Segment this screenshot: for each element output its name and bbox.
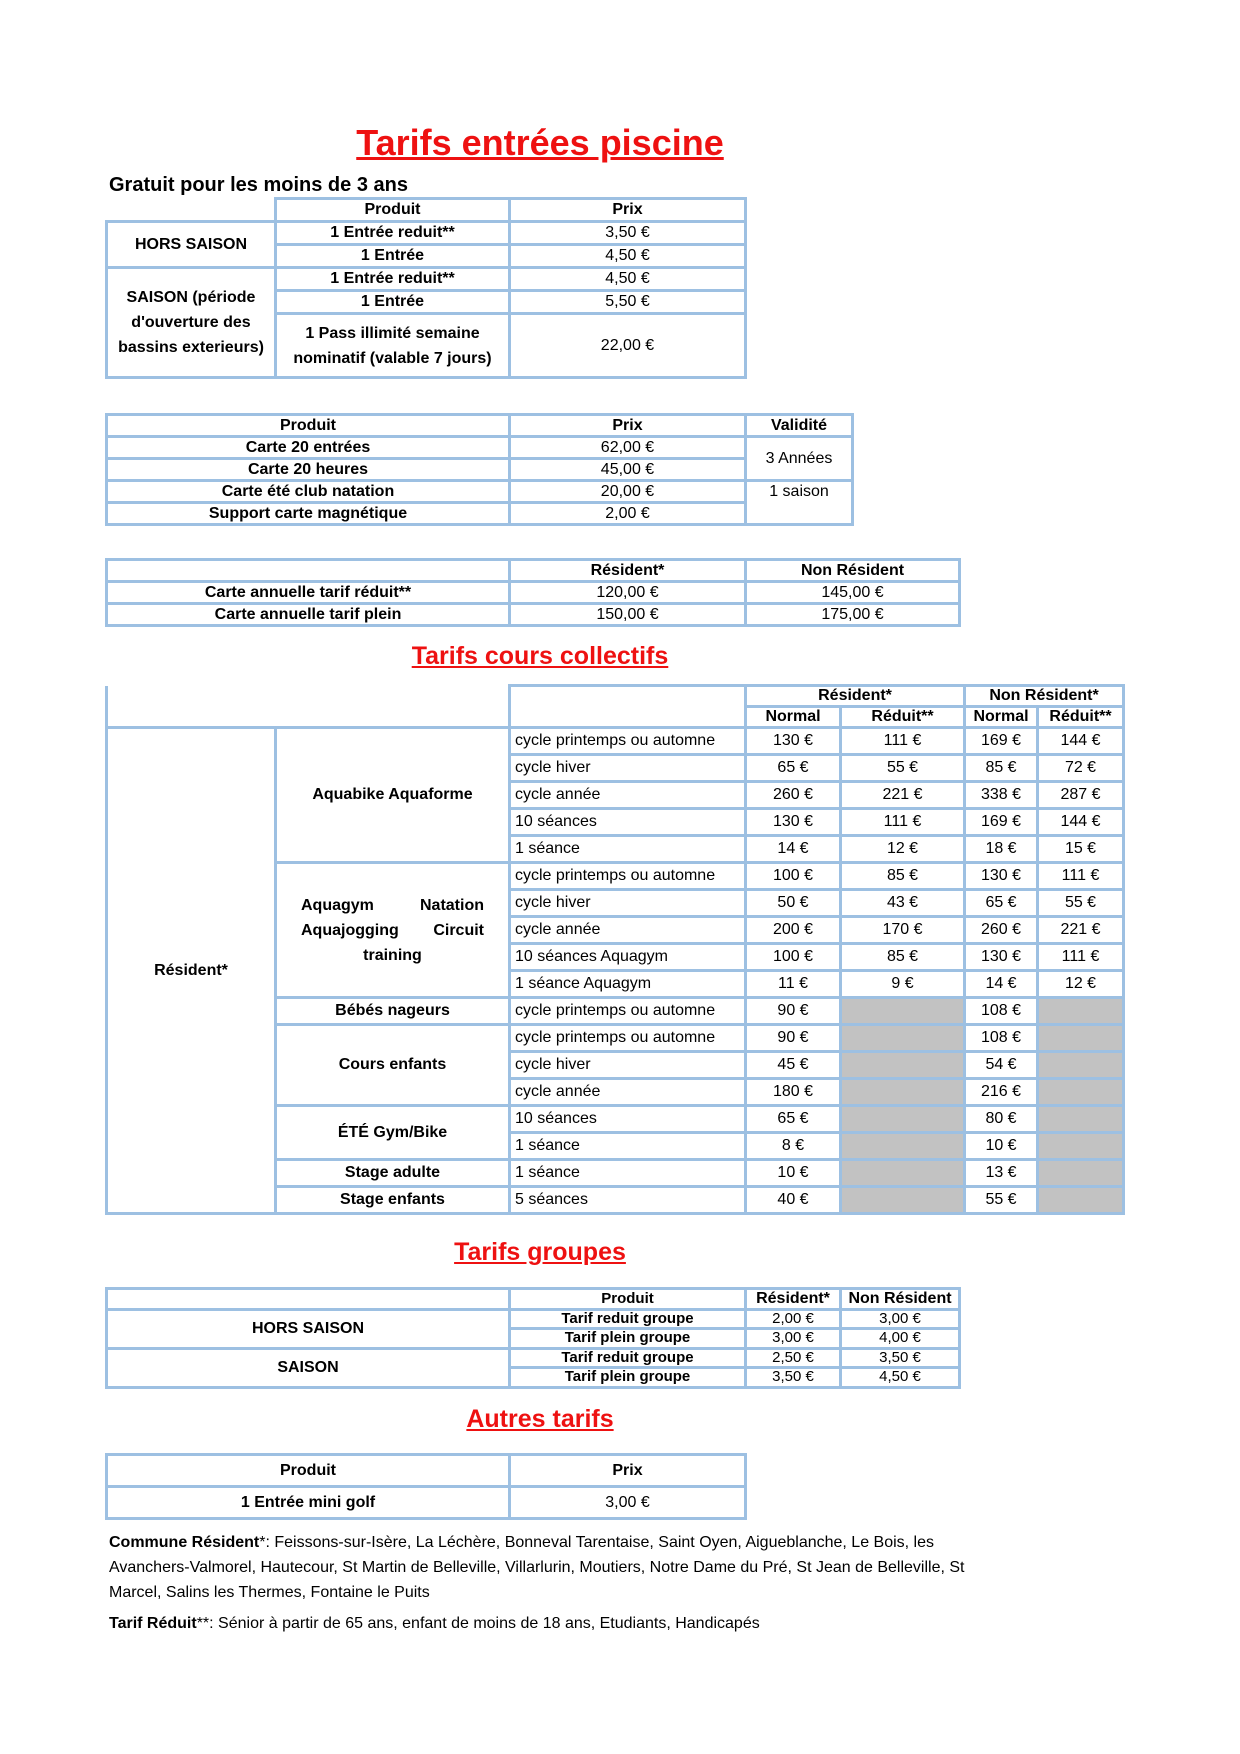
activity-label: Bébés nageurs bbox=[276, 998, 510, 1025]
empty-price-cell bbox=[841, 1052, 965, 1079]
course-cell: cycle printemps ou automne bbox=[510, 728, 746, 755]
price-cell: 221 € bbox=[841, 782, 965, 809]
blank-cell bbox=[510, 686, 746, 728]
price-cell: 111 € bbox=[1038, 863, 1124, 890]
cards-table bbox=[105, 413, 854, 526]
price-cell: 4,50 € bbox=[510, 268, 746, 291]
product-cell: Carte annuelle tarif plein bbox=[107, 604, 510, 626]
header-prix: Prix bbox=[510, 415, 746, 437]
empty-price-cell bbox=[841, 1025, 965, 1052]
header-non-resident: Non Résident bbox=[746, 560, 960, 582]
price-cell: 65 € bbox=[965, 890, 1038, 917]
group-label: HORS SAISON bbox=[107, 1309, 510, 1348]
price-cell: 108 € bbox=[965, 1025, 1038, 1052]
empty-price-cell bbox=[841, 1079, 965, 1106]
free-note: Gratuit pour les moins de 3 ans bbox=[109, 174, 408, 196]
page-title: Tarifs entrées piscine bbox=[356, 122, 724, 163]
price-cell: 18 € bbox=[965, 836, 1038, 863]
empty-price-cell bbox=[841, 1133, 965, 1160]
product-cell: Carte été club natation bbox=[107, 481, 510, 503]
empty-price-cell bbox=[1038, 1079, 1124, 1106]
price-cell: 150,00 € bbox=[510, 604, 746, 626]
price-cell: 260 € bbox=[746, 782, 841, 809]
course-cell: cycle hiver bbox=[510, 890, 746, 917]
price-cell: 338 € bbox=[965, 782, 1038, 809]
footnote-commune bbox=[109, 1530, 969, 1605]
product-cell: Tarif reduit groupe bbox=[510, 1309, 746, 1329]
price-cell: 130 € bbox=[965, 863, 1038, 890]
price-cell: 145,00 € bbox=[746, 582, 960, 604]
price-cell: 5,50 € bbox=[510, 291, 746, 314]
header-resident: Résident* bbox=[510, 560, 746, 582]
course-cell: 1 séance bbox=[510, 836, 746, 863]
price-cell: 130 € bbox=[746, 809, 841, 836]
section-title-groupes: Tarifs groupes bbox=[454, 1238, 626, 1266]
product-cell: 1 Entrée mini golf bbox=[107, 1487, 510, 1519]
product-cell: Carte annuelle tarif réduit** bbox=[107, 582, 510, 604]
activity-label: Aquabike Aquaforme bbox=[276, 728, 510, 863]
price-cell: 12 € bbox=[841, 836, 965, 863]
header-prix: Prix bbox=[510, 199, 746, 222]
activity-label: Stage enfants bbox=[276, 1187, 510, 1214]
course-cell: cycle hiver bbox=[510, 755, 746, 782]
price-cell: 50 € bbox=[746, 890, 841, 917]
price-cell: 85 € bbox=[965, 755, 1038, 782]
header-validite: Validité bbox=[746, 415, 853, 437]
price-cell: 80 € bbox=[965, 1106, 1038, 1133]
empty-price-cell bbox=[1038, 1133, 1124, 1160]
price-cell: 10 € bbox=[965, 1133, 1038, 1160]
activity-label: Cours enfants bbox=[276, 1025, 510, 1106]
price-cell: 111 € bbox=[1038, 944, 1124, 971]
course-cell: 5 séances bbox=[510, 1187, 746, 1214]
price-cell: 100 € bbox=[746, 944, 841, 971]
empty-price-cell bbox=[841, 1106, 965, 1133]
price-cell: 100 € bbox=[746, 863, 841, 890]
product-cell: Carte 20 heures bbox=[107, 459, 510, 481]
footnote-label: Tarif Réduit bbox=[109, 1615, 197, 1632]
price-cell: 72 € bbox=[1038, 755, 1124, 782]
empty-price-cell bbox=[1038, 1025, 1124, 1052]
price-cell: 111 € bbox=[841, 728, 965, 755]
price-cell: 8 € bbox=[746, 1133, 841, 1160]
activity-label: Aquagym Natation Aquajogging Circuit training bbox=[276, 863, 510, 998]
header-reduit: Réduit** bbox=[841, 707, 965, 728]
price-cell: 54 € bbox=[965, 1052, 1038, 1079]
price-cell: 14 € bbox=[746, 836, 841, 863]
course-cell: 1 séance bbox=[510, 1160, 746, 1187]
price-cell: 40 € bbox=[746, 1187, 841, 1214]
price-cell: 3,50 € bbox=[841, 1348, 960, 1368]
course-cell: cycle printemps ou automne bbox=[510, 1025, 746, 1052]
validity-cell: 1 saison bbox=[746, 481, 853, 503]
price-cell: 65 € bbox=[746, 755, 841, 782]
section-title-cours: Tarifs cours collectifs bbox=[411, 642, 669, 670]
price-cell: 3,00 € bbox=[841, 1309, 960, 1329]
validity-cell: 3 Années bbox=[746, 437, 853, 481]
price-cell: 45,00 € bbox=[510, 459, 746, 481]
footnote-text: *: Feissons-sur-Isère, La Léchère, Bonneval Tarentaise, Saint Oyen, Aigueblanche, Le Bois, les Avanchers-Valmorel, Hautecour, St Martin de Belleville, Villarlurin, Moutiers, Notre Dame du Pré, St Jean de Belleville, St Marcel, Salins les Thermes, Fontaine le Puits bbox=[109, 1534, 965, 1601]
product-cell: Carte 20 entrées bbox=[107, 437, 510, 459]
product-cell: Tarif reduit groupe bbox=[510, 1348, 746, 1368]
course-cell: cycle printemps ou automne bbox=[510, 863, 746, 890]
resident-label: Résident* bbox=[107, 728, 276, 1214]
footnote-reduit bbox=[109, 1611, 969, 1636]
product-cell: 1 Entrée reduit** bbox=[276, 222, 510, 245]
price-cell: 43 € bbox=[841, 890, 965, 917]
price-cell: 4,50 € bbox=[841, 1368, 960, 1388]
footnote-text: **: Sénior à partir de 65 ans, enfant de moins de 18 ans, Etudiants, Handicapés bbox=[196, 1615, 760, 1632]
price-cell: 45 € bbox=[746, 1052, 841, 1079]
footnote-label: Commune Résident bbox=[109, 1534, 260, 1551]
product-cell: Tarif plein groupe bbox=[510, 1368, 746, 1388]
price-cell: 260 € bbox=[965, 917, 1038, 944]
price-cell: 90 € bbox=[746, 1025, 841, 1052]
price-cell: 15 € bbox=[1038, 836, 1124, 863]
activity-label: Stage adulte bbox=[276, 1160, 510, 1187]
empty-price-cell bbox=[841, 1187, 965, 1214]
price-cell: 4,00 € bbox=[841, 1329, 960, 1349]
group-label: HORS SAISON bbox=[107, 222, 276, 268]
blank-cell bbox=[107, 686, 510, 728]
section-title-autres: Autres tarifs bbox=[466, 1405, 614, 1433]
price-cell: 216 € bbox=[965, 1079, 1038, 1106]
header-produit: Produit bbox=[107, 1455, 510, 1487]
price-cell: 180 € bbox=[746, 1079, 841, 1106]
price-cell: 221 € bbox=[1038, 917, 1124, 944]
annual-cards-table bbox=[105, 558, 961, 627]
header-normal: Normal bbox=[746, 707, 841, 728]
header-resident: Résident* bbox=[746, 1289, 841, 1310]
price-cell: 144 € bbox=[1038, 809, 1124, 836]
price-cell: 108 € bbox=[965, 998, 1038, 1025]
price-cell: 175,00 € bbox=[746, 604, 960, 626]
groups-table bbox=[105, 1287, 961, 1389]
price-cell: 3,00 € bbox=[510, 1487, 746, 1519]
header-non-resident: Non Résident bbox=[841, 1289, 960, 1310]
course-cell: 10 séances bbox=[510, 1106, 746, 1133]
price-cell: 287 € bbox=[1038, 782, 1124, 809]
header-reduit: Réduit** bbox=[1038, 707, 1124, 728]
empty-price-cell bbox=[1038, 1106, 1124, 1133]
price-cell: 169 € bbox=[965, 728, 1038, 755]
price-cell: 22,00 € bbox=[510, 314, 746, 378]
blank-cell bbox=[107, 1289, 510, 1310]
price-cell: 120,00 € bbox=[510, 582, 746, 604]
price-cell: 65 € bbox=[746, 1106, 841, 1133]
course-cell: cycle année bbox=[510, 1079, 746, 1106]
header-produit: Produit bbox=[276, 199, 510, 222]
price-cell: 111 € bbox=[841, 809, 965, 836]
price-cell: 2,00 € bbox=[510, 503, 746, 525]
price-cell: 130 € bbox=[965, 944, 1038, 971]
price-cell: 90 € bbox=[746, 998, 841, 1025]
price-cell: 3,50 € bbox=[510, 222, 746, 245]
price-cell: 2,00 € bbox=[746, 1309, 841, 1329]
product-cell: Support carte magnétique bbox=[107, 503, 510, 525]
price-cell: 11 € bbox=[746, 971, 841, 998]
header-resident: Résident* bbox=[746, 686, 965, 707]
price-cell: 4,50 € bbox=[510, 245, 746, 268]
header-prix: Prix bbox=[510, 1455, 746, 1487]
course-cell: cycle hiver bbox=[510, 1052, 746, 1079]
price-cell: 14 € bbox=[965, 971, 1038, 998]
price-cell: 144 € bbox=[1038, 728, 1124, 755]
activity-label: ÉTÉ Gym/Bike bbox=[276, 1106, 510, 1160]
empty-price-cell bbox=[1038, 1160, 1124, 1187]
price-cell: 12 € bbox=[1038, 971, 1124, 998]
price-cell: 85 € bbox=[841, 863, 965, 890]
blank-cell bbox=[107, 199, 276, 222]
price-cell: 9 € bbox=[841, 971, 965, 998]
product-cell: Tarif plein groupe bbox=[510, 1329, 746, 1349]
courses-table bbox=[105, 684, 1125, 1215]
other-prices-table bbox=[105, 1453, 747, 1520]
validity-cell bbox=[746, 503, 853, 525]
price-cell: 169 € bbox=[965, 809, 1038, 836]
price-cell: 2,50 € bbox=[746, 1348, 841, 1368]
group-label: SAISON bbox=[107, 1348, 510, 1387]
entries-table bbox=[105, 197, 747, 379]
price-cell: 20,00 € bbox=[510, 481, 746, 503]
price-cell: 55 € bbox=[1038, 890, 1124, 917]
header-non-resident: Non Résident* bbox=[965, 686, 1124, 707]
header-produit: Produit bbox=[510, 1289, 746, 1310]
course-cell: 1 séance Aquagym bbox=[510, 971, 746, 998]
product-cell: 1 Entrée reduit** bbox=[276, 268, 510, 291]
price-cell: 85 € bbox=[841, 944, 965, 971]
course-cell: 10 séances bbox=[510, 809, 746, 836]
price-cell: 130 € bbox=[746, 728, 841, 755]
empty-price-cell bbox=[841, 1160, 965, 1187]
product-cell: 1 Pass illimité semaine nominatif (valable 7 jours) bbox=[276, 314, 510, 378]
price-cell: 200 € bbox=[746, 917, 841, 944]
course-cell: 10 séances Aquagym bbox=[510, 944, 746, 971]
course-cell: 1 séance bbox=[510, 1133, 746, 1160]
empty-price-cell bbox=[841, 998, 965, 1025]
price-cell: 3,50 € bbox=[746, 1368, 841, 1388]
price-cell: 55 € bbox=[965, 1187, 1038, 1214]
price-cell: 13 € bbox=[965, 1160, 1038, 1187]
price-cell: 55 € bbox=[841, 755, 965, 782]
empty-price-cell bbox=[1038, 1187, 1124, 1214]
price-cell: 3,00 € bbox=[746, 1329, 841, 1349]
course-cell: cycle année bbox=[510, 917, 746, 944]
product-cell: 1 Entrée bbox=[276, 291, 510, 314]
header-normal: Normal bbox=[965, 707, 1038, 728]
empty-price-cell bbox=[1038, 998, 1124, 1025]
course-cell: cycle année bbox=[510, 782, 746, 809]
empty-price-cell bbox=[1038, 1052, 1124, 1079]
blank-cell bbox=[107, 560, 510, 582]
price-cell: 170 € bbox=[841, 917, 965, 944]
course-cell: cycle printemps ou automne bbox=[510, 998, 746, 1025]
price-cell: 62,00 € bbox=[510, 437, 746, 459]
group-label: SAISON (période d'ouverture des bassins exterieurs) bbox=[107, 268, 276, 378]
price-cell: 10 € bbox=[746, 1160, 841, 1187]
header-produit: Produit bbox=[107, 415, 510, 437]
product-cell: 1 Entrée bbox=[276, 245, 510, 268]
